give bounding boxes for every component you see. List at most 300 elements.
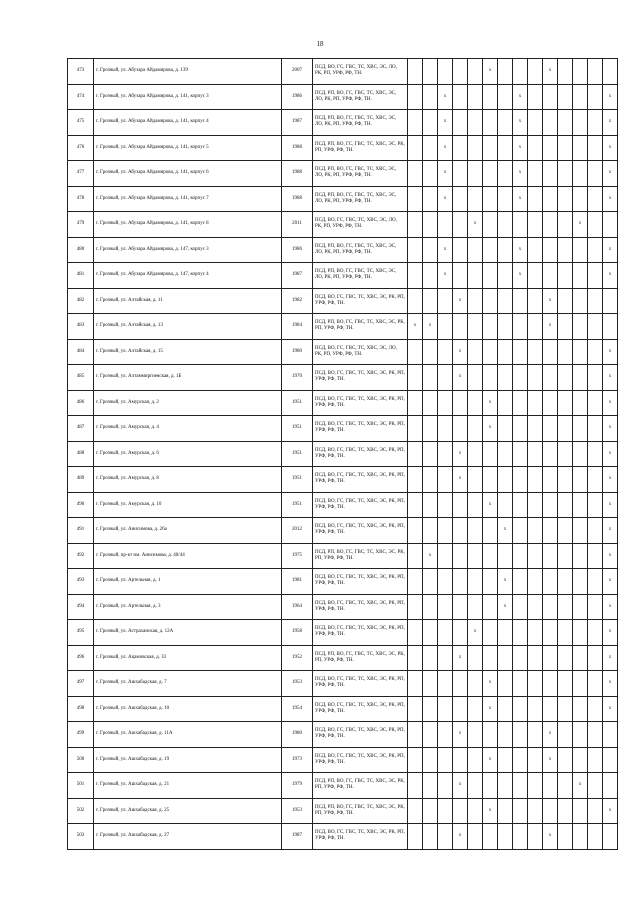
row-mark-cell — [528, 135, 543, 161]
row-mark-cell: x — [483, 747, 498, 773]
row-mark-cell — [483, 314, 498, 340]
row-mark-cell — [543, 569, 558, 595]
row-mark-cell — [528, 263, 543, 289]
row-mark-cell — [423, 798, 438, 824]
row-mark-cell — [498, 671, 513, 697]
row-mark-cell — [528, 798, 543, 824]
row-mark-cell — [468, 237, 483, 263]
row-number: 475 — [68, 110, 94, 136]
row-mark-cell — [468, 263, 483, 289]
row-systems: ПСД, ВО, ГС, ГВС, ТС, ХВС, ЭС, РК, РП, УРФ, РФ, ТН. — [313, 722, 408, 748]
row-mark-cell — [483, 365, 498, 391]
row-mark-cell — [513, 339, 528, 365]
row-mark-cell — [408, 696, 423, 722]
row-mark-cell — [588, 543, 603, 569]
row-mark-cell — [408, 59, 423, 85]
row-mark-cell — [573, 824, 588, 850]
row-mark-cell — [408, 186, 423, 212]
row-mark-cell — [543, 696, 558, 722]
row-mark-cell — [498, 339, 513, 365]
row-mark-cell — [573, 671, 588, 697]
row-number: 479 — [68, 212, 94, 238]
row-address: г. Грозный, ул. Абузара Айдамирова, д. 147, корпус 4 — [94, 263, 282, 289]
row-number: 488 — [68, 441, 94, 467]
row-year: 1975 — [282, 543, 313, 569]
row-mark-cell — [543, 365, 558, 391]
row-address: г. Грозный, ул. Алтайская, д. 11 — [94, 288, 282, 314]
row-mark-cell — [423, 186, 438, 212]
row-mark-cell — [468, 288, 483, 314]
row-mark-cell — [528, 59, 543, 85]
row-mark-cell — [438, 773, 453, 799]
row-address: г. Грозный, ул. Абузара Айдамирова, д. 141, корпус 7 — [94, 186, 282, 212]
row-mark-cell — [543, 110, 558, 136]
row-mark-cell — [498, 263, 513, 289]
row-mark-cell — [438, 620, 453, 646]
row-mark-cell — [573, 645, 588, 671]
row-mark-cell — [543, 390, 558, 416]
row-mark-cell — [438, 722, 453, 748]
row-mark-cell — [513, 798, 528, 824]
row-mark-cell — [408, 416, 423, 442]
row-mark-cell — [528, 84, 543, 110]
row-mark-cell — [423, 518, 438, 544]
row-mark-cell — [468, 722, 483, 748]
row-mark-cell: x — [603, 543, 618, 569]
row-year: 1980 — [282, 339, 313, 365]
row-mark-cell — [468, 441, 483, 467]
row-mark-cell — [423, 824, 438, 850]
row-mark-cell — [453, 237, 468, 263]
row-address: г. Грозный, ул. Абузара Айдамирова, д. 141, корпус 4 — [94, 110, 282, 136]
row-mark-cell — [588, 747, 603, 773]
row-mark-cell — [588, 161, 603, 187]
row-mark-cell — [588, 518, 603, 544]
row-mark-cell: x — [438, 237, 453, 263]
row-year: 1951 — [282, 416, 313, 442]
row-systems: ПСД, ВО, ГС, ГВС, ТС, ХВС, ЭС, ЛО, РК, РП, УРФ, РФ, ТН. — [313, 59, 408, 85]
row-mark-cell: x — [543, 288, 558, 314]
row-mark-cell — [558, 696, 573, 722]
row-mark-cell — [528, 747, 543, 773]
row-mark-cell — [573, 161, 588, 187]
row-mark-cell — [453, 212, 468, 238]
row-mark-cell — [498, 110, 513, 136]
row-mark-cell — [528, 441, 543, 467]
row-systems: ПСД, ВО, ГС, ГВС, ТС, ХВС, ЭС, РК, РП, УРФ, РФ, ТН. — [313, 671, 408, 697]
table-row — [68, 186, 618, 212]
row-mark-cell — [498, 135, 513, 161]
row-mark-cell — [558, 824, 573, 850]
row-mark-cell — [453, 135, 468, 161]
row-address: г. Грозный, ул. Абузара Айдамирова, д. 141, корпус 6 — [94, 161, 282, 187]
row-mark-cell — [408, 237, 423, 263]
table-row — [68, 594, 618, 620]
row-address: г. Грозный, ул. Ашхабадская, д. 7 — [94, 671, 282, 697]
row-mark-cell — [528, 237, 543, 263]
row-systems: ПСД, РП, ВО, ГС, ГВС, ТС, ХВС, ЭС, РК, РП, УРФ, РФ, ТН. — [313, 773, 408, 799]
table-row — [68, 84, 618, 110]
row-mark-cell — [468, 747, 483, 773]
row-mark-cell — [588, 339, 603, 365]
row-systems: ПСД, РП, ВО, ГС, ГВС, ТС, ХВС, ЭС, ЛО, РК, РП, УРФ, РФ, ТН. — [313, 161, 408, 187]
row-year: 1964 — [282, 594, 313, 620]
row-address: г. Грозный, ул. Ацамовская, д. 33 — [94, 645, 282, 671]
row-systems: ПСД, ВО, ГС, ГВС, ТС, ХВС, ЭС, ЛО, РК, РП, УРФ, РФ, ТН. — [313, 212, 408, 238]
row-year: 2012 — [282, 518, 313, 544]
row-mark-cell — [408, 645, 423, 671]
row-mark-cell — [438, 441, 453, 467]
row-year: 1988 — [282, 186, 313, 212]
row-mark-cell — [453, 543, 468, 569]
row-mark-cell — [528, 186, 543, 212]
row-mark-cell — [423, 569, 438, 595]
row-mark-cell — [588, 59, 603, 85]
page-number: 18 — [316, 40, 324, 48]
row-mark-cell — [603, 59, 618, 85]
row-mark-cell — [573, 543, 588, 569]
row-mark-cell — [453, 314, 468, 340]
row-mark-cell — [513, 59, 528, 85]
row-mark-cell — [468, 824, 483, 850]
row-mark-cell — [423, 135, 438, 161]
housing-register-table — [67, 58, 618, 850]
row-mark-cell — [558, 441, 573, 467]
row-mark-cell: x — [468, 212, 483, 238]
row-mark-cell — [603, 824, 618, 850]
row-mark-cell — [438, 365, 453, 391]
row-mark-cell: x — [603, 620, 618, 646]
row-mark-cell — [468, 569, 483, 595]
row-mark-cell — [588, 569, 603, 595]
row-mark-cell — [438, 747, 453, 773]
row-number: 484 — [68, 339, 94, 365]
row-mark-cell — [483, 441, 498, 467]
row-mark-cell: x — [408, 314, 423, 340]
row-mark-cell — [528, 518, 543, 544]
row-mark-cell — [423, 671, 438, 697]
row-mark-cell — [408, 569, 423, 595]
row-year: 1953 — [282, 798, 313, 824]
row-year: 1951 — [282, 390, 313, 416]
row-mark-cell — [543, 212, 558, 238]
row-address: г. Грозный, ул. Амурская, д. 4 — [94, 416, 282, 442]
row-mark-cell — [498, 492, 513, 518]
row-mark-cell — [453, 798, 468, 824]
row-mark-cell — [423, 773, 438, 799]
row-address: г. Грозный, ул. Алтайская, д. 15 — [94, 339, 282, 365]
row-mark-cell — [453, 492, 468, 518]
row-mark-cell: x — [453, 773, 468, 799]
row-mark-cell — [468, 314, 483, 340]
row-mark-cell — [423, 467, 438, 493]
row-mark-cell — [588, 824, 603, 850]
row-mark-cell — [513, 747, 528, 773]
row-mark-cell — [468, 671, 483, 697]
row-mark-cell: x — [513, 135, 528, 161]
row-mark-cell — [543, 339, 558, 365]
row-number: 498 — [68, 696, 94, 722]
row-systems: ПСД, РП, ВО, ГС, ГВС, ТС, ХВС, ЭС, РК, РП, УРФ, РФ, ТН. — [313, 798, 408, 824]
row-mark-cell — [483, 569, 498, 595]
row-mark-cell — [588, 263, 603, 289]
row-year: 1952 — [282, 645, 313, 671]
row-mark-cell — [528, 722, 543, 748]
row-mark-cell — [453, 569, 468, 595]
row-mark-cell — [513, 543, 528, 569]
row-number: 486 — [68, 390, 94, 416]
row-mark-cell — [543, 84, 558, 110]
row-mark-cell — [558, 59, 573, 85]
row-mark-cell — [603, 747, 618, 773]
row-mark-cell — [408, 161, 423, 187]
row-mark-cell: x — [438, 135, 453, 161]
row-mark-cell — [558, 263, 573, 289]
row-year: 1988 — [282, 161, 313, 187]
row-mark-cell — [408, 441, 423, 467]
row-systems: ПСД, ВО, ГС, ГВС, ТС, ХВС, ЭС, РК, РП, УРФ, РФ, ТН. — [313, 518, 408, 544]
row-mark-cell — [438, 59, 453, 85]
row-mark-cell — [513, 645, 528, 671]
row-mark-cell — [408, 84, 423, 110]
row-mark-cell — [588, 237, 603, 263]
row-number: 495 — [68, 620, 94, 646]
row-mark-cell — [528, 467, 543, 493]
row-mark-cell — [513, 288, 528, 314]
row-mark-cell: x — [603, 161, 618, 187]
row-number: 501 — [68, 773, 94, 799]
row-mark-cell — [543, 161, 558, 187]
row-mark-cell: x — [483, 798, 498, 824]
row-mark-cell — [558, 416, 573, 442]
row-mark-cell — [498, 773, 513, 799]
row-mark-cell — [513, 314, 528, 340]
row-year: 1973 — [282, 747, 313, 773]
row-mark-cell: x — [423, 314, 438, 340]
row-mark-cell: x — [483, 671, 498, 697]
row-mark-cell — [558, 365, 573, 391]
row-mark-cell: x — [603, 135, 618, 161]
row-mark-cell — [558, 288, 573, 314]
row-mark-cell — [513, 569, 528, 595]
row-mark-cell — [408, 263, 423, 289]
row-mark-cell — [528, 212, 543, 238]
row-mark-cell — [453, 416, 468, 442]
row-mark-cell — [543, 620, 558, 646]
table-row — [68, 339, 618, 365]
row-number: 493 — [68, 569, 94, 595]
row-year: 1958 — [282, 620, 313, 646]
row-mark-cell — [483, 645, 498, 671]
row-mark-cell — [588, 467, 603, 493]
row-mark-cell: x — [603, 237, 618, 263]
row-mark-cell — [558, 671, 573, 697]
row-mark-cell — [423, 237, 438, 263]
row-mark-cell: x — [603, 645, 618, 671]
row-mark-cell — [588, 594, 603, 620]
row-mark-cell — [513, 416, 528, 442]
row-mark-cell — [513, 773, 528, 799]
row-mark-cell — [543, 594, 558, 620]
row-mark-cell: x — [573, 773, 588, 799]
row-mark-cell — [453, 671, 468, 697]
row-mark-cell — [558, 186, 573, 212]
table-row — [68, 390, 618, 416]
row-number: 497 — [68, 671, 94, 697]
row-systems: ПСД, РП, ВО, ГС, ГВС, ТС, ХВС, ЭС, РК, РП, УРФ, РФ, ТН. — [313, 543, 408, 569]
row-number: 477 — [68, 161, 94, 187]
row-mark-cell — [558, 314, 573, 340]
row-mark-cell — [573, 569, 588, 595]
row-mark-cell — [528, 594, 543, 620]
row-mark-cell — [588, 696, 603, 722]
row-mark-cell — [543, 441, 558, 467]
row-mark-cell — [408, 543, 423, 569]
row-mark-cell — [498, 84, 513, 110]
row-mark-cell — [468, 696, 483, 722]
row-mark-cell — [558, 747, 573, 773]
table-row — [68, 620, 618, 646]
table-row — [68, 416, 618, 442]
row-mark-cell — [573, 747, 588, 773]
row-mark-cell — [543, 263, 558, 289]
row-number: 502 — [68, 798, 94, 824]
row-mark-cell: x — [513, 237, 528, 263]
row-mark-cell — [453, 161, 468, 187]
row-mark-cell — [438, 492, 453, 518]
row-systems: ПСД, ВО, ГС, ГВС, ТС, ХВС, ЭС, РК, РП, УРФ, РФ, ТН. — [313, 747, 408, 773]
row-mark-cell — [543, 773, 558, 799]
row-mark-cell — [468, 390, 483, 416]
row-mark-cell — [528, 671, 543, 697]
row-mark-cell — [528, 365, 543, 391]
row-mark-cell: x — [453, 288, 468, 314]
row-mark-cell — [513, 594, 528, 620]
row-mark-cell — [588, 314, 603, 340]
row-mark-cell: x — [438, 263, 453, 289]
row-mark-cell — [573, 365, 588, 391]
row-mark-cell: x — [603, 798, 618, 824]
row-year: 1980 — [282, 722, 313, 748]
table-row — [68, 798, 618, 824]
row-mark-cell — [573, 416, 588, 442]
row-mark-cell — [483, 288, 498, 314]
table-row — [68, 543, 618, 569]
row-systems: ПСД, ВО, ГС, ГВС, ТС, ХВС, ЭС, ЛО, РК, РП, УРФ, РФ, ТН. — [313, 339, 408, 365]
row-mark-cell — [543, 237, 558, 263]
row-mark-cell: x — [513, 110, 528, 136]
row-mark-cell — [483, 518, 498, 544]
table-row — [68, 110, 618, 136]
row-mark-cell — [513, 722, 528, 748]
row-number: 476 — [68, 135, 94, 161]
row-mark-cell — [453, 59, 468, 85]
row-mark-cell — [483, 186, 498, 212]
row-mark-cell — [573, 492, 588, 518]
row-mark-cell — [588, 212, 603, 238]
row-mark-cell: x — [453, 467, 468, 493]
row-mark-cell — [528, 492, 543, 518]
row-mark-cell — [498, 722, 513, 748]
row-address: г. Грозный, ул. Ашхабадская, д. 27 — [94, 824, 282, 850]
row-mark-cell — [408, 339, 423, 365]
row-mark-cell — [603, 773, 618, 799]
row-mark-cell — [588, 441, 603, 467]
row-mark-cell: x — [603, 671, 618, 697]
row-number: 487 — [68, 416, 94, 442]
row-mark-cell — [573, 135, 588, 161]
row-mark-cell — [498, 390, 513, 416]
row-mark-cell: x — [483, 59, 498, 85]
row-mark-cell — [558, 492, 573, 518]
row-mark-cell: x — [603, 339, 618, 365]
row-mark-cell: x — [603, 594, 618, 620]
row-mark-cell — [483, 773, 498, 799]
row-mark-cell — [528, 288, 543, 314]
row-mark-cell: x — [438, 84, 453, 110]
row-mark-cell — [603, 288, 618, 314]
table-row — [68, 696, 618, 722]
row-mark-cell — [423, 594, 438, 620]
row-mark-cell: x — [468, 620, 483, 646]
row-mark-cell — [498, 161, 513, 187]
row-mark-cell — [468, 365, 483, 391]
row-mark-cell — [528, 390, 543, 416]
table-row — [68, 824, 618, 850]
row-mark-cell — [543, 543, 558, 569]
row-mark-cell — [558, 339, 573, 365]
row-mark-cell — [483, 237, 498, 263]
row-mark-cell — [558, 467, 573, 493]
row-mark-cell — [468, 798, 483, 824]
row-mark-cell — [468, 645, 483, 671]
row-mark-cell — [588, 645, 603, 671]
row-mark-cell — [558, 798, 573, 824]
row-systems: ПСД, ВО, ГС, ГВС, ТС, ХВС, ЭС, РК, РП, УРФ, РФ, ТН. — [313, 288, 408, 314]
row-mark-cell — [588, 416, 603, 442]
row-systems: ПСД, РП, ВО, ГС, ГВС, ТС, ХВС, ЭС, ЛО, РК, РП, УРФ, РФ, ТН. — [313, 110, 408, 136]
row-mark-cell — [573, 696, 588, 722]
row-mark-cell — [558, 161, 573, 187]
row-mark-cell — [573, 798, 588, 824]
row-mark-cell: x — [603, 390, 618, 416]
row-mark-cell — [498, 441, 513, 467]
row-year: 1953 — [282, 671, 313, 697]
row-mark-cell — [423, 110, 438, 136]
row-mark-cell — [438, 467, 453, 493]
row-number: 482 — [68, 288, 94, 314]
row-mark-cell — [438, 339, 453, 365]
row-mark-cell — [438, 212, 453, 238]
row-address: г. Грозный, ул. Анисимова, д. 26а — [94, 518, 282, 544]
row-mark-cell — [498, 59, 513, 85]
row-mark-cell — [408, 390, 423, 416]
row-systems: ПСД, ВО, ГС, ГВС, ТС, ХВС, ЭС, РК, РП, УРФ, РФ, ТН. — [313, 569, 408, 595]
row-mark-cell — [573, 390, 588, 416]
row-mark-cell — [588, 84, 603, 110]
row-mark-cell — [453, 518, 468, 544]
row-mark-cell — [468, 416, 483, 442]
row-mark-cell — [528, 416, 543, 442]
row-mark-cell — [498, 314, 513, 340]
row-address: г. Грозный, ул. Артельная, д. 3 — [94, 594, 282, 620]
row-mark-cell — [483, 467, 498, 493]
row-mark-cell — [483, 339, 498, 365]
row-mark-cell — [423, 59, 438, 85]
row-mark-cell — [468, 161, 483, 187]
row-mark-cell — [573, 288, 588, 314]
table-row — [68, 441, 618, 467]
